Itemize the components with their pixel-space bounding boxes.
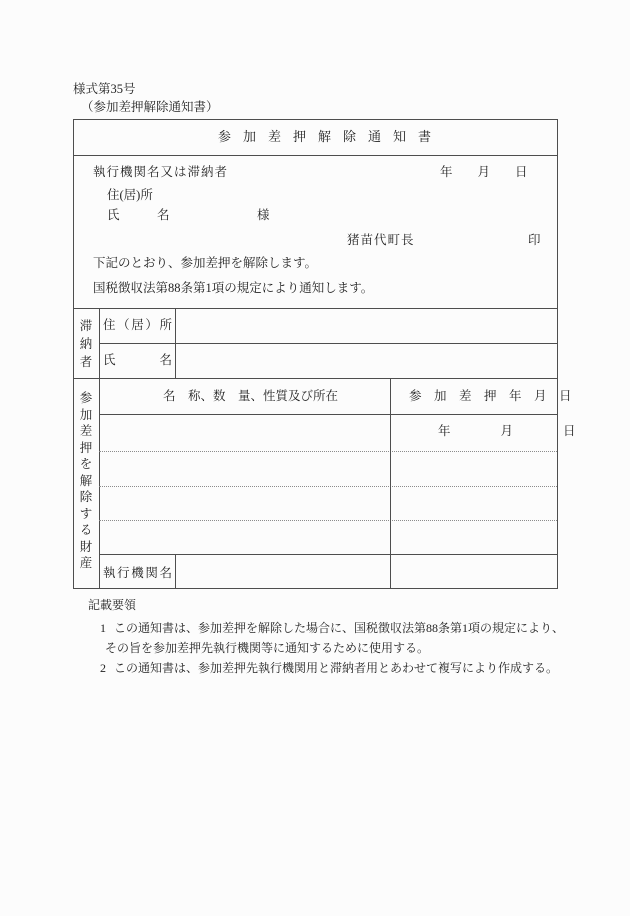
issuer-title: 猪苗代町長 <box>347 233 415 247</box>
body-line-2: 国税徴収法第88条第1項の規定により通知します。 <box>93 281 374 295</box>
property-date-row-2 <box>391 452 557 485</box>
section-divider-middle <box>73 378 558 379</box>
date-column-divider <box>390 378 391 588</box>
addressee-label: 執行機関名又は滞納者 <box>93 165 229 179</box>
dotted-row-divider-3 <box>99 520 557 521</box>
honorific-label: 様 <box>257 208 270 222</box>
taxpayer-address-label: 住（居）所 <box>103 318 172 332</box>
property-date-row-3 <box>391 487 557 519</box>
property-date-header: 参 加 差 押 年 月 日 <box>409 389 572 403</box>
note-1-number: 1 <box>100 621 106 635</box>
taxpayer-group-label: 滞納者 <box>79 319 93 369</box>
form-subtitle: （参加差押解除通知書） <box>81 100 219 114</box>
agency-name-label: 執行機関名 <box>103 566 172 580</box>
property-date-row-4 <box>391 521 557 553</box>
name-label: 氏 名 <box>107 208 170 222</box>
taxpayer-name-value <box>176 344 557 378</box>
taxpayer-label-divider <box>175 308 176 378</box>
seal-mark: 印 <box>528 233 541 247</box>
taxpayer-name-label: 氏名 <box>103 353 172 367</box>
property-group-label: 参加差押を解除する財産 <box>79 391 93 570</box>
agency-name-value <box>176 555 389 588</box>
date-field: 年 月 日 <box>440 165 528 179</box>
form-number: 様式第35号 <box>73 82 136 96</box>
title-row-divider <box>73 155 558 156</box>
notes-heading: 記載要領 <box>88 598 137 612</box>
property-date-row-placeholder: 年 月 日 <box>438 424 576 438</box>
note-2-text: この通知書は、参加差押先執行機関用と滞納者用とあわせて複写により作成する。 <box>114 661 559 675</box>
dotted-row-divider-2 <box>99 486 557 487</box>
taxpayer-address-value <box>176 309 557 343</box>
property-description-row-1 <box>100 415 389 450</box>
note-1-text: この通知書は、参加差押を解除した場合に、国税徴収法第88条第1項の規定により、 <box>114 621 565 635</box>
property-description-header: 名 称、数 量、性質及び所在 <box>163 389 339 403</box>
property-description-row-2 <box>100 452 389 485</box>
taxpayer-row-divider <box>99 343 557 344</box>
note-2-number: 2 <box>100 661 106 675</box>
note-1-continuation: その旨を参加差押先執行機関等に通知するために使用する。 <box>105 641 430 655</box>
form-title: 参加差押解除通知書 <box>218 129 444 144</box>
property-description-row-4 <box>100 521 389 553</box>
address-label: 住(居)所 <box>107 188 153 202</box>
agency-label-divider <box>175 554 176 588</box>
body-line-1: 下記のとおり、参加差押を解除します。 <box>93 256 318 270</box>
property-description-row-3 <box>100 487 389 519</box>
dotted-row-divider-1 <box>99 451 557 452</box>
